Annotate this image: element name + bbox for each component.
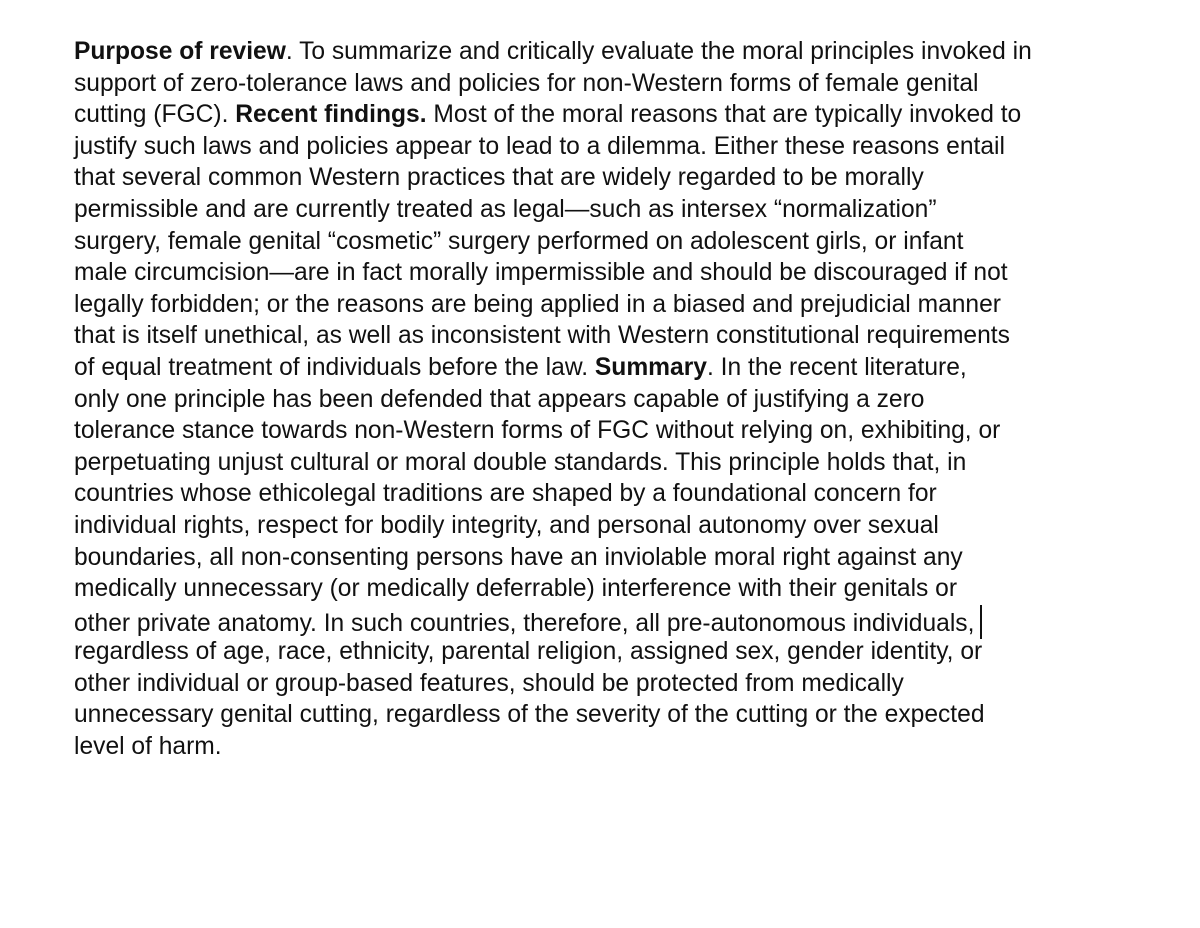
text-run: regardless of age, race, ethnicity, parental religion, assigned sex, gender identity, or [74, 638, 983, 666]
text-line [74, 320, 1184, 352]
text-line [74, 131, 1184, 163]
text-run: perpetuating unjust cultural or moral double standards. This principle holds that, in [74, 448, 967, 476]
text-run: boundaries, all non-consenting persons have an inviolable moral right against any [74, 543, 963, 571]
text-line [74, 542, 1184, 574]
text-run: countries whose ethicolegal traditions are shaped by a foundational concern for [74, 480, 937, 508]
text-line [74, 699, 1184, 731]
text-line [74, 447, 1184, 479]
text-run: medically unnecessary (or medically deferrable) interference with their genitals or [74, 575, 958, 603]
text-line [74, 415, 1184, 447]
text-line [74, 36, 1184, 68]
text-run: legally forbidden; or the reasons are being applied in a biased and prejudicial manner [74, 290, 1001, 318]
text-run: permissible and are currently treated as legal—such as intersex “normalization” [74, 195, 937, 223]
text-run: only one principle has been defended that appears capable of justifying a zero [74, 385, 925, 413]
bold-heading-run: Purpose of review [74, 38, 286, 65]
abstract-paragraph[interactable] [74, 36, 1184, 763]
text-line [74, 478, 1184, 510]
text-run: justify such laws and policies appear to lead to a dilemma. Either these reasons entail [74, 132, 1005, 160]
text-line [74, 257, 1184, 289]
text-line [74, 194, 1184, 226]
text-run: Most of the moral reasons that are typically invoked to [426, 101, 1022, 129]
text-line [74, 68, 1184, 100]
text-line [74, 668, 1184, 700]
bold-heading-run: Recent findings. [235, 101, 427, 129]
text-run: support of zero-tolerance laws and policies for non-Western forms of female genital [74, 69, 979, 97]
text-run: . To summarize and critically evaluate the moral principles invoked in [285, 38, 1032, 65]
text-run: level of harm. [74, 733, 222, 761]
text-run: male circumcision—are in fact morally impermissible and should be discouraged if not [74, 259, 1008, 287]
text-line [74, 226, 1184, 258]
text-line [74, 510, 1184, 542]
text-run: that several common Western practices that are widely regarded to be morally [74, 164, 924, 192]
text-run: unnecessary genital cutting, regardless of the severity of the cutting or the expected [74, 701, 985, 729]
text-line [74, 731, 1184, 763]
text-line [74, 605, 1184, 637]
text-run: of equal treatment of individuals before the law. [74, 353, 595, 381]
text-run: other private anatomy. In such countries, therefore, all pre-autonomous individuals, [74, 609, 975, 637]
text-run: other individual or group-based features, should be protected from medically [74, 669, 904, 697]
text-line [74, 573, 1184, 605]
text-run: . In the recent literature, [706, 353, 967, 381]
text-run: individual rights, respect for bodily integrity, and personal autonomy over sexual [74, 511, 939, 539]
bold-heading-run: Summary [594, 353, 707, 381]
text-line [74, 636, 1184, 668]
text-run: tolerance stance towards non-Western forms of FGC without relying on, exhibiting, or [74, 417, 1001, 445]
text-line [74, 99, 1184, 131]
text-run: cutting (FGC). [74, 101, 236, 129]
text-line [74, 384, 1184, 416]
text-line [74, 289, 1184, 321]
text-line [74, 352, 1184, 384]
text-run: surgery, female genital “cosmetic” surgery performed on adolescent girls, or infant [74, 227, 964, 255]
text-cursor [980, 605, 982, 639]
text-line [74, 162, 1184, 194]
text-run: that is itself unethical, as well as inconsistent with Western constitutional requirements [74, 322, 1010, 350]
